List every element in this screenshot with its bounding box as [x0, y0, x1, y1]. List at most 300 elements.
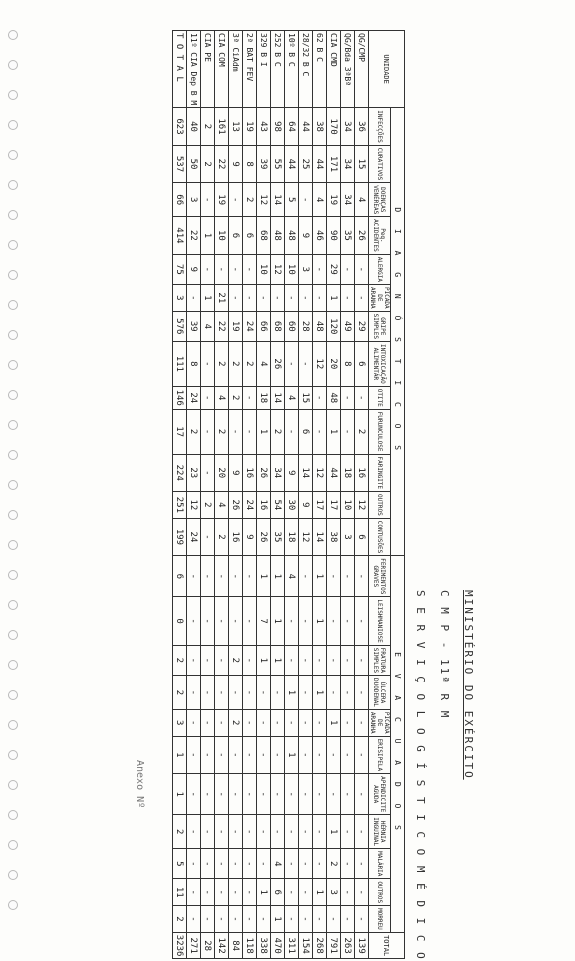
- total-cell: 576: [173, 311, 187, 341]
- value-cell: -: [257, 736, 271, 774]
- value-cell: -: [299, 341, 313, 386]
- value-cell: 12: [257, 183, 271, 217]
- value-cell: -: [201, 518, 215, 556]
- total-row: [173, 31, 187, 959]
- column-header: FARINGITE: [369, 454, 391, 492]
- column-header: Peq. ACIDENTES: [369, 217, 391, 255]
- value-cell: -: [285, 409, 299, 454]
- total-cell: 2: [173, 815, 187, 849]
- value-cell: -: [299, 645, 313, 675]
- column-header: CURATIVOS: [369, 145, 391, 183]
- header-line3: S E R V I Ç O L O G Í S T I C O M É D I C O: [414, 590, 427, 961]
- column-header: APENDICITE AGUDA: [369, 774, 391, 815]
- value-cell: 2: [327, 849, 341, 879]
- value-cell: 98: [271, 108, 285, 146]
- value-cell: -: [201, 386, 215, 409]
- value-cell: -: [187, 815, 201, 849]
- column-header: INTOXICAÇÃO ALIMENTAR: [369, 341, 391, 386]
- value-cell: 6: [299, 409, 313, 454]
- value-cell: 2: [201, 108, 215, 146]
- value-cell: -: [201, 709, 215, 736]
- total-cell: 11: [173, 879, 187, 906]
- value-cell: -: [243, 774, 257, 815]
- value-cell: 13: [229, 108, 243, 146]
- value-cell: 46: [313, 217, 327, 255]
- column-header: FRATURA SIMPLES: [369, 645, 391, 675]
- row-total-cell: 28: [201, 932, 215, 959]
- value-cell: 24: [243, 492, 257, 519]
- row-total-cell: 263: [341, 932, 355, 959]
- value-cell: -: [215, 645, 229, 675]
- value-cell: -: [187, 709, 201, 736]
- value-cell: 50: [187, 145, 201, 183]
- group-total: TOTAL: [369, 932, 405, 959]
- unit-cell: 3ª CiAdm: [229, 31, 243, 108]
- value-cell: 10: [215, 217, 229, 255]
- value-cell: 4: [355, 183, 369, 217]
- value-cell: -: [215, 906, 229, 933]
- value-cell: -: [243, 556, 257, 597]
- value-cell: 8: [187, 341, 201, 386]
- value-cell: 161: [215, 108, 229, 146]
- value-cell: -: [299, 774, 313, 815]
- value-cell: -: [229, 849, 243, 879]
- column-header: PICADA DE ARANHA: [369, 709, 391, 736]
- value-cell: -: [285, 815, 299, 849]
- row-total-cell: 311: [285, 932, 299, 959]
- value-cell: -: [215, 815, 229, 849]
- column-header: LEISHMANIOSE: [369, 597, 391, 645]
- value-cell: -: [271, 284, 285, 311]
- value-cell: -: [201, 254, 215, 284]
- value-cell: 90: [327, 217, 341, 255]
- table-row: [341, 31, 355, 959]
- value-cell: 6: [355, 341, 369, 386]
- value-cell: -: [187, 676, 201, 710]
- value-cell: 3: [327, 879, 341, 906]
- value-cell: 24: [187, 386, 201, 409]
- value-cell: -: [201, 645, 215, 675]
- value-cell: 1: [327, 284, 341, 311]
- value-cell: 40: [187, 108, 201, 146]
- value-cell: -: [215, 879, 229, 906]
- value-cell: 18: [285, 518, 299, 556]
- value-cell: 2: [271, 409, 285, 454]
- value-cell: -: [257, 676, 271, 710]
- value-cell: -: [201, 774, 215, 815]
- total-cell: 3: [173, 709, 187, 736]
- unit-cell: 62 B C: [313, 31, 327, 108]
- value-cell: -: [201, 906, 215, 933]
- value-cell: -: [229, 183, 243, 217]
- value-cell: 25: [299, 145, 313, 183]
- header-line1: MINISTÉRIO DO EXÉRCITO: [462, 590, 475, 780]
- value-cell: -: [271, 774, 285, 815]
- value-cell: 2: [229, 709, 243, 736]
- value-cell: 19: [327, 183, 341, 217]
- value-cell: -: [215, 709, 229, 736]
- value-cell: -: [341, 815, 355, 849]
- value-cell: -: [201, 341, 215, 386]
- value-cell: -: [299, 183, 313, 217]
- value-cell: 26: [257, 454, 271, 492]
- table-row: [201, 31, 215, 959]
- value-cell: 2: [215, 409, 229, 454]
- column-header: OUTROS: [369, 492, 391, 519]
- value-cell: 1: [257, 645, 271, 675]
- total-cell: 414: [173, 217, 187, 255]
- medical-table: [172, 30, 405, 959]
- value-cell: -: [285, 341, 299, 386]
- value-cell: 35: [271, 518, 285, 556]
- total-cell: 224: [173, 454, 187, 492]
- value-cell: 1: [271, 556, 285, 597]
- value-cell: -: [257, 774, 271, 815]
- value-cell: 3: [187, 183, 201, 217]
- value-cell: -: [341, 254, 355, 284]
- value-cell: -: [285, 879, 299, 906]
- value-cell: -: [285, 906, 299, 933]
- total-cell: 2: [173, 676, 187, 710]
- value-cell: 1: [327, 709, 341, 736]
- value-cell: 12: [313, 341, 327, 386]
- value-cell: -: [299, 709, 313, 736]
- value-cell: 9: [229, 454, 243, 492]
- table-row: [257, 31, 271, 959]
- value-cell: -: [355, 774, 369, 815]
- value-cell: -: [341, 849, 355, 879]
- value-cell: -: [285, 774, 299, 815]
- total-cell: 6: [173, 556, 187, 597]
- value-cell: 12: [299, 518, 313, 556]
- column-header: ÚLCERA DUODENAL: [369, 676, 391, 710]
- value-cell: -: [341, 736, 355, 774]
- total-cell: 537: [173, 145, 187, 183]
- value-cell: 4: [215, 386, 229, 409]
- column-header: CONTUSÕES: [369, 518, 391, 556]
- value-cell: 4: [215, 492, 229, 519]
- value-cell: -: [285, 284, 299, 311]
- value-cell: 26: [355, 217, 369, 255]
- total-cell: 623: [173, 108, 187, 146]
- value-cell: -: [313, 774, 327, 815]
- value-cell: -: [229, 556, 243, 597]
- value-cell: -: [271, 709, 285, 736]
- value-cell: 34: [271, 454, 285, 492]
- value-cell: 7: [257, 597, 271, 645]
- value-cell: 68: [271, 311, 285, 341]
- table-row: [313, 31, 327, 959]
- column-header: FURUNCULOSE: [369, 409, 391, 454]
- unit-header: UNIDADE: [369, 31, 405, 108]
- table-body: [173, 31, 369, 959]
- value-cell: 16: [229, 518, 243, 556]
- value-cell: 4: [285, 386, 299, 409]
- value-cell: 171: [327, 145, 341, 183]
- value-cell: -: [243, 409, 257, 454]
- value-cell: 4: [271, 849, 285, 879]
- value-cell: -: [355, 386, 369, 409]
- value-cell: 18: [341, 454, 355, 492]
- value-cell: -: [229, 879, 243, 906]
- value-cell: -: [313, 645, 327, 675]
- value-cell: -: [327, 736, 341, 774]
- value-cell: -: [187, 879, 201, 906]
- total-cell: 5: [173, 849, 187, 879]
- unit-cell: CIA PE: [201, 31, 215, 108]
- total-cell: 2: [173, 906, 187, 933]
- value-cell: -: [299, 597, 313, 645]
- value-cell: -: [299, 815, 313, 849]
- column-header: ERISIPELA: [369, 736, 391, 774]
- value-cell: 6: [229, 217, 243, 255]
- value-cell: -: [229, 906, 243, 933]
- table-row: [215, 31, 229, 959]
- column-header-row: [369, 31, 391, 959]
- value-cell: -: [341, 284, 355, 311]
- value-cell: 39: [257, 145, 271, 183]
- value-cell: -: [257, 709, 271, 736]
- value-cell: 55: [271, 145, 285, 183]
- value-cell: -: [313, 736, 327, 774]
- value-cell: 10: [257, 254, 271, 284]
- value-cell: -: [299, 676, 313, 710]
- value-cell: -: [285, 597, 299, 645]
- value-cell: -: [243, 906, 257, 933]
- value-cell: 18: [257, 386, 271, 409]
- value-cell: -: [341, 597, 355, 645]
- value-cell: 1: [271, 645, 285, 675]
- unit-cell: QG/CMP: [355, 31, 369, 108]
- value-cell: -: [257, 849, 271, 879]
- value-cell: 10: [285, 254, 299, 284]
- value-cell: -: [299, 736, 313, 774]
- value-cell: 43: [257, 108, 271, 146]
- value-cell: 20: [327, 341, 341, 386]
- value-cell: 64: [285, 108, 299, 146]
- value-cell: 2: [243, 341, 257, 386]
- page-label: Anexo Nº: [134, 760, 145, 809]
- unit-cell: CIA CMD: [327, 31, 341, 108]
- value-cell: -: [299, 284, 313, 311]
- value-cell: 30: [285, 492, 299, 519]
- value-cell: 9: [243, 518, 257, 556]
- value-cell: 9: [229, 145, 243, 183]
- value-cell: 6: [355, 518, 369, 556]
- value-cell: 26: [229, 492, 243, 519]
- value-cell: -: [243, 386, 257, 409]
- value-cell: -: [341, 556, 355, 597]
- value-cell: 38: [313, 108, 327, 146]
- unit-cell: 2ª BAT FEV: [243, 31, 257, 108]
- value-cell: 14: [271, 386, 285, 409]
- value-cell: 1: [257, 879, 271, 906]
- value-cell: 1: [271, 906, 285, 933]
- value-cell: 44: [313, 145, 327, 183]
- column-header: PICADA DE ARANHA: [369, 284, 391, 311]
- value-cell: -: [313, 386, 327, 409]
- column-header: MALÁRIA: [369, 849, 391, 879]
- table-row: [355, 31, 369, 959]
- total-cell: 251: [173, 492, 187, 519]
- value-cell: -: [299, 879, 313, 906]
- value-cell: -: [257, 284, 271, 311]
- column-header: HÉRNIA INGUINAL: [369, 815, 391, 849]
- value-cell: 22: [215, 145, 229, 183]
- value-cell: -: [341, 709, 355, 736]
- value-cell: -: [285, 849, 299, 879]
- value-cell: 28: [299, 311, 313, 341]
- value-cell: -: [187, 736, 201, 774]
- table-row: [243, 31, 257, 959]
- table-row: [299, 31, 313, 959]
- unit-cell: 10º B C: [285, 31, 299, 108]
- value-cell: -: [201, 849, 215, 879]
- value-cell: -: [201, 815, 215, 849]
- value-cell: 4: [201, 311, 215, 341]
- column-header: MORREU: [369, 906, 391, 933]
- value-cell: -: [313, 709, 327, 736]
- value-cell: 12: [355, 492, 369, 519]
- value-cell: 12: [187, 492, 201, 519]
- value-cell: 1: [327, 409, 341, 454]
- value-cell: -: [257, 906, 271, 933]
- unit-cell: 11º CIA Dep B M: [187, 31, 201, 108]
- value-cell: 9: [299, 217, 313, 255]
- value-cell: 23: [187, 454, 201, 492]
- value-cell: 48: [285, 217, 299, 255]
- value-cell: 24: [243, 311, 257, 341]
- value-cell: -: [201, 597, 215, 645]
- value-cell: 2: [201, 145, 215, 183]
- value-cell: 2: [229, 386, 243, 409]
- column-header: OUTROS: [369, 879, 391, 906]
- value-cell: 54: [271, 492, 285, 519]
- value-cell: -: [327, 556, 341, 597]
- value-cell: -: [243, 736, 257, 774]
- value-cell: -: [243, 815, 257, 849]
- value-cell: -: [201, 736, 215, 774]
- value-cell: 16: [355, 454, 369, 492]
- value-cell: -: [187, 645, 201, 675]
- value-cell: -: [201, 183, 215, 217]
- value-cell: 4: [257, 341, 271, 386]
- value-cell: -: [327, 774, 341, 815]
- value-cell: 1: [327, 815, 341, 849]
- value-cell: 60: [285, 311, 299, 341]
- value-cell: 1: [201, 217, 215, 255]
- value-cell: 66: [257, 311, 271, 341]
- value-cell: -: [187, 597, 201, 645]
- value-cell: -: [215, 736, 229, 774]
- value-cell: -: [229, 815, 243, 849]
- value-cell: -: [327, 906, 341, 933]
- value-cell: -: [299, 906, 313, 933]
- value-cell: -: [215, 597, 229, 645]
- value-cell: 68: [257, 217, 271, 255]
- value-cell: 5: [285, 183, 299, 217]
- value-cell: 2: [229, 341, 243, 386]
- value-cell: -: [341, 879, 355, 906]
- column-header: OTITE: [369, 386, 391, 409]
- total-cell: 199: [173, 518, 187, 556]
- value-cell: -: [299, 556, 313, 597]
- table-row: [187, 31, 201, 959]
- value-cell: 1: [313, 597, 327, 645]
- value-cell: -: [313, 815, 327, 849]
- value-cell: 38: [327, 518, 341, 556]
- value-cell: 19: [229, 311, 243, 341]
- value-cell: 44: [285, 145, 299, 183]
- value-cell: 34: [341, 145, 355, 183]
- value-cell: 170: [327, 108, 341, 146]
- value-cell: -: [327, 676, 341, 710]
- value-cell: 2: [215, 341, 229, 386]
- value-cell: 1: [313, 879, 327, 906]
- value-cell: 15: [299, 386, 313, 409]
- value-cell: -: [229, 676, 243, 710]
- total-cell: 66: [173, 183, 187, 217]
- value-cell: -: [341, 774, 355, 815]
- value-cell: 34: [341, 183, 355, 217]
- column-header: FERIMENTOS GRAVES: [369, 556, 391, 597]
- value-cell: -: [229, 409, 243, 454]
- value-cell: 6: [243, 217, 257, 255]
- value-cell: 2: [187, 409, 201, 454]
- value-cell: 10: [341, 492, 355, 519]
- value-cell: 14: [313, 518, 327, 556]
- value-cell: -: [229, 284, 243, 311]
- value-cell: -: [341, 409, 355, 454]
- value-cell: 1: [201, 284, 215, 311]
- value-cell: -: [271, 736, 285, 774]
- value-cell: -: [355, 906, 369, 933]
- value-cell: -: [313, 906, 327, 933]
- value-cell: -: [187, 284, 201, 311]
- value-cell: 8: [341, 341, 355, 386]
- row-total-cell: 338: [257, 932, 271, 959]
- value-cell: 20: [215, 454, 229, 492]
- row-total-cell: 271: [187, 932, 201, 959]
- value-cell: -: [341, 906, 355, 933]
- value-cell: -: [355, 709, 369, 736]
- group-diagnosticos: D I A G N Ó S T I C O S: [391, 108, 405, 556]
- value-cell: 14: [271, 183, 285, 217]
- value-cell: -: [215, 254, 229, 284]
- value-cell: 6: [271, 879, 285, 906]
- value-cell: 2: [243, 183, 257, 217]
- value-cell: 1: [313, 676, 327, 710]
- value-cell: -: [243, 676, 257, 710]
- unit-cell: 329 B I: [257, 31, 271, 108]
- value-cell: 3: [341, 518, 355, 556]
- value-cell: -: [271, 815, 285, 849]
- value-cell: 16: [257, 492, 271, 519]
- row-total-cell: 84: [229, 932, 243, 959]
- total-cell: 17: [173, 409, 187, 454]
- value-cell: -: [355, 254, 369, 284]
- total-cell: 146: [173, 386, 187, 409]
- value-cell: 21: [215, 284, 229, 311]
- value-cell: 2: [229, 645, 243, 675]
- value-cell: -: [229, 774, 243, 815]
- total-cell: 75: [173, 254, 187, 284]
- value-cell: -: [355, 676, 369, 710]
- value-cell: 17: [313, 492, 327, 519]
- value-cell: -: [313, 254, 327, 284]
- value-cell: -: [187, 906, 201, 933]
- value-cell: -: [341, 645, 355, 675]
